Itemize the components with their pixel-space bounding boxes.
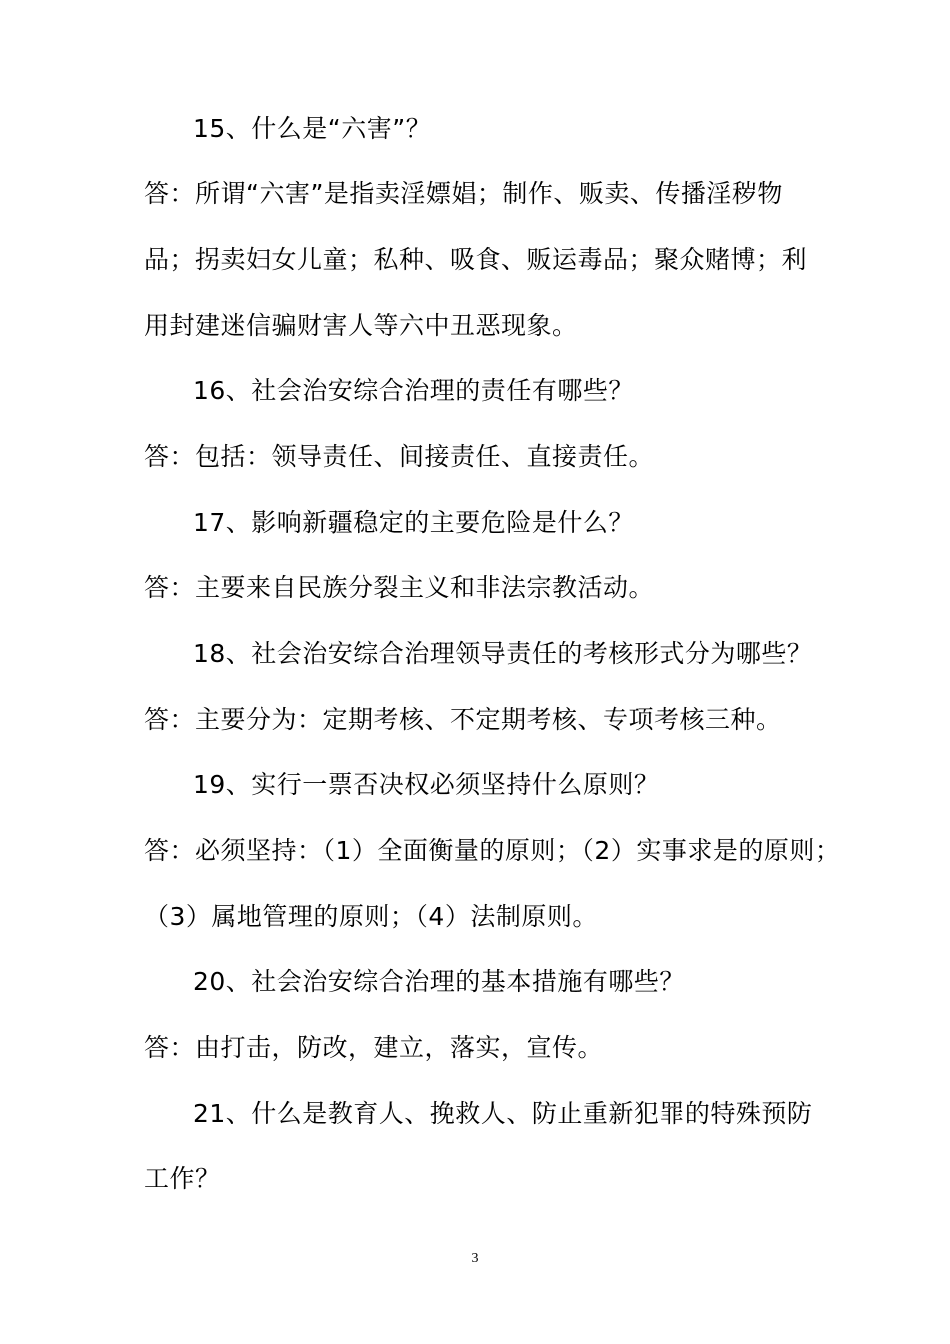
answer-20: 答：由打击，防改，建立，落实，宣传。 xyxy=(144,1033,604,1062)
question-20: 20、社会治安综合治理的基本措施有哪些？ xyxy=(193,967,685,996)
answer-16: 答：包括：领导责任、间接责任、直接责任。 xyxy=(144,442,655,471)
page-number: 3 xyxy=(471,1251,479,1266)
answer-19-line-2: （3）属地管理的原则；（4）法制原则。 xyxy=(144,902,598,931)
question-15: 15、什么是“六害”？ xyxy=(193,114,432,143)
answer-19-line-1: 答：必须坚持：（1）全面衡量的原则；（2）实事求是的原则； xyxy=(144,836,841,865)
answer-17: 答：主要来自民族分裂主义和非法宗教活动。 xyxy=(144,573,655,602)
question-21-line-1: 21、什么是教育人、挽救人、防止重新犯罪的特殊预防 xyxy=(193,1099,813,1128)
answer-18: 答：主要分为：定期考核、不定期考核、专项考核三种。 xyxy=(144,705,782,734)
question-16: 16、社会治安综合治理的责任有哪些？ xyxy=(193,376,634,405)
answer-15-line-1: 答：所谓“六害”是指卖淫嫖娼；制作、贩卖、传播淫秽物 xyxy=(144,179,783,208)
question-21-line-2: 工作？ xyxy=(144,1164,221,1193)
question-17: 17、影响新疆稳定的主要危险是什么？ xyxy=(193,508,634,537)
answer-15-line-2: 品；拐卖妇女儿童；私种、吸食、贩运毒品；聚众赌博；利 xyxy=(144,245,808,274)
question-18: 18、社会治安综合治理领导责任的考核形式分为哪些？ xyxy=(193,639,813,668)
question-19: 19、实行一票否决权必须坚持什么原则？ xyxy=(193,770,660,799)
answer-15-line-3: 用封建迷信骗财害人等六中丑恶现象。 xyxy=(144,311,578,340)
